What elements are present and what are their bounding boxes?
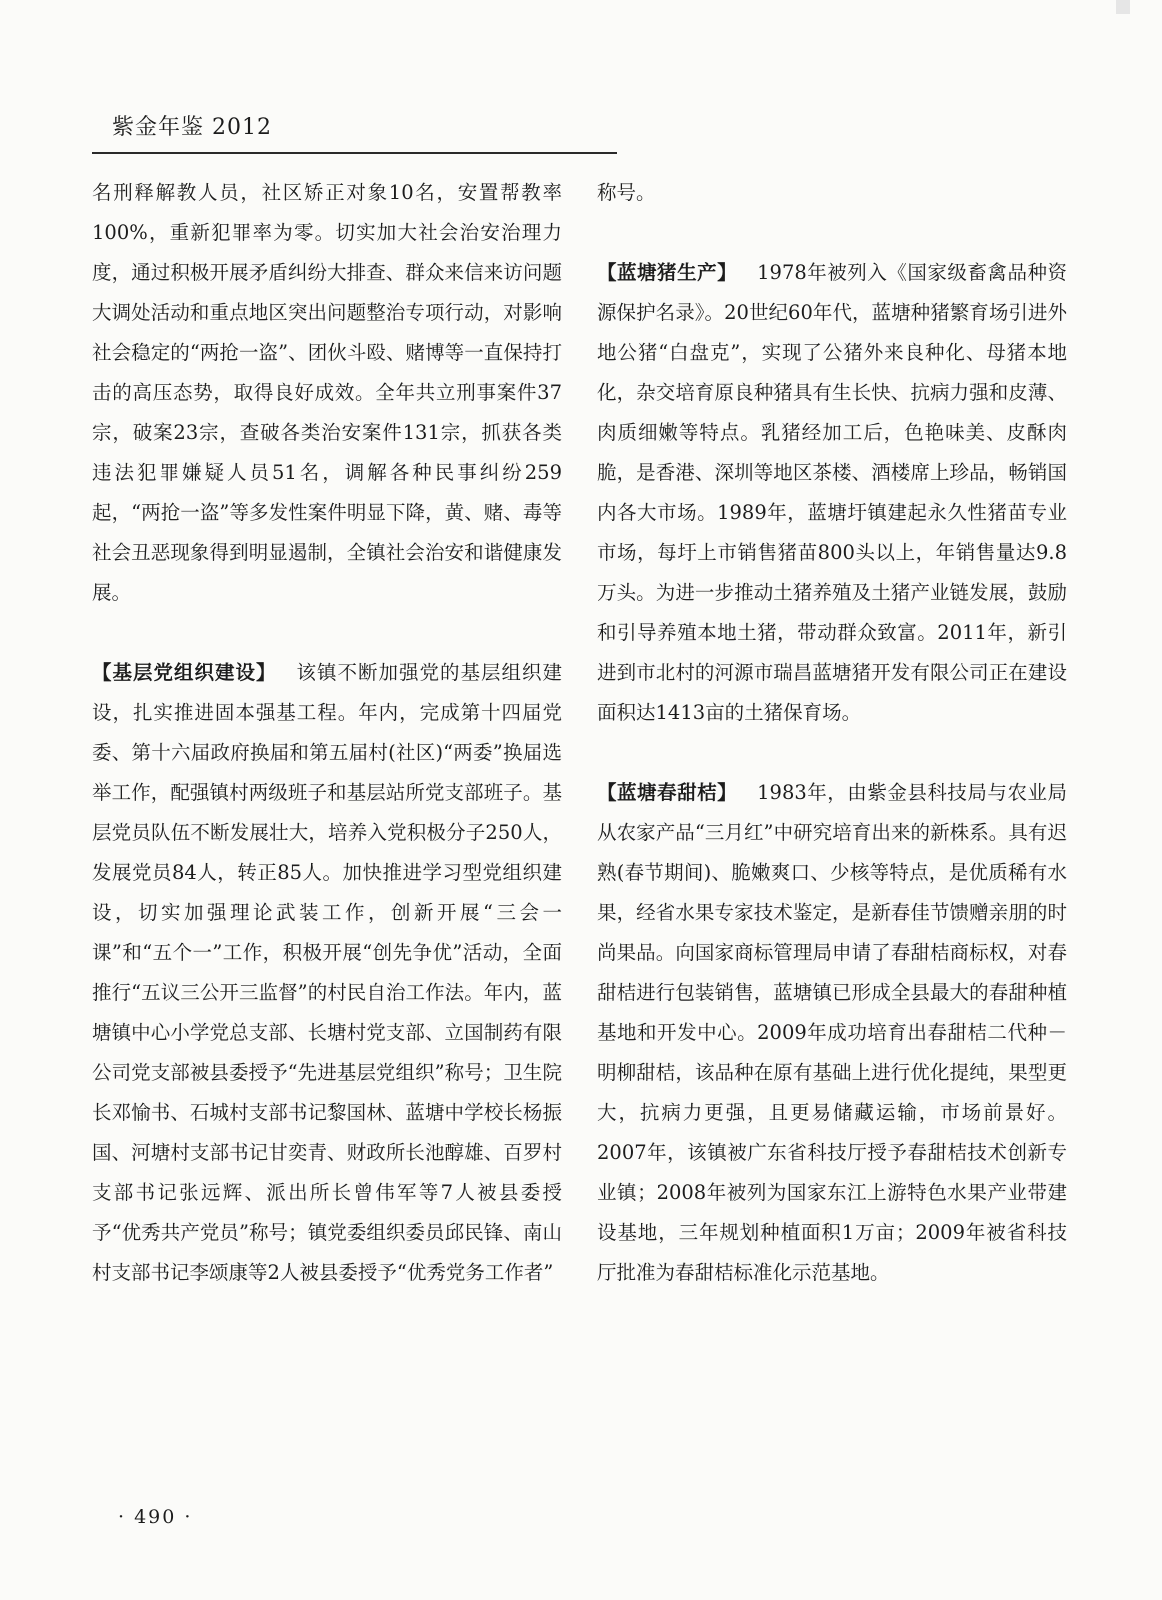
section-lantang-orange bbox=[597, 773, 1067, 1293]
scan-corner-mark bbox=[1116, 0, 1130, 14]
section-party-organization bbox=[92, 653, 562, 1293]
running-header: 紫金年鉴 2012 bbox=[112, 115, 272, 140]
section-body: 该镇不断加强党的基层组织建设，扎实推进固本强基工程。年内，完成第十四届党委、第十六届政府换届和第五届村(社区)“两委”换届选举工作，配强镇村两级班子和基层站所党支部班子。基层党员队伍不断发展壮大，培养入党积极分子250人，发展党员84人，转正85人。加快推进学习型党组织建设，切实加强理论武装工作，创新开展“三会一课”和“五个一”工作，积极开展“创先争优”活动，全面推行“五议三公开三监督”的村民自治工作法。年内，蓝塘镇中心小学党总支部、长塘村党支部、立国制药有限公司党支部被县委授予“先进基层党组织”称号；卫生院长邓愉书、石城村支部书记黎国林、蓝塘中学校长杨振国、河塘村支部书记甘奕青、财政所长池醇雄、百罗村支部书记张远辉、派出所长曾伟军等7人被县委授予“优秀共产党员”称号；镇党委组织委员邱民锋、南山村支部书记李颂康等2人被县委授予“优秀党务工作者” bbox=[92, 661, 562, 1284]
header-rule bbox=[92, 152, 617, 154]
section-body: 1978年被列入《国家级畜禽品种资源保护名录》。20世纪60年代，蓝塘种猪繁育场引进外地公猪“白盘克”，实现了公猪外来良种化、母猪本地化，杂交培育原良种猪具有生长快、抗病力强和皮薄、肉质细嫩等特点。乳猪经加工后，色艳味美、皮酥肉脆，是香港、深圳等地区茶楼、酒楼席上珍品，畅销国内各大市场。1989年，蓝塘圩镇建起永久性猪苗专业市场，每圩上市销售猪苗800头以上，年销售量达9.8万头。为进一步推动土猪养殖及土猪产业链发展，鼓励和引导养殖本地土猪，带动群众致富。2011年，新引进到市北村的河源市瑞昌蓝塘猪开发有限公司正在建设面积达1413亩的土猪保育场。 bbox=[597, 261, 1067, 724]
paragraph-social-security: 名刑释解教人员，社区矫正对象10名，安置帮教率100%，重新犯罪率为零。切实加大社会治安治理力度，通过积极开展矛盾纠纷大排查、群众来信来访问题大调处活动和重点地区突出问题整治专项行动，对影响社会稳定的“两抢一盗”、团伙斗殴、赌博等一直保持打击的高压态势，取得良好成效。全年共立刑事案件37宗，破案23宗，查破各类治安案件131宗，抓获各类违法犯罪嫌疑人员51名，调解各种民事纠纷259起，“两抢一盗”等多发性案件明显下降，黄、赌、毒等社会丑恶现象得到明显遏制，全镇社会治安和谐健康发展。 bbox=[92, 181, 562, 604]
paragraph-continuation: 称号。 bbox=[597, 181, 656, 204]
section-heading: 【蓝塘春甜桔】 bbox=[597, 781, 738, 804]
page-number: · 490 · bbox=[118, 1506, 193, 1528]
section-heading: 【基层党组织建设】 bbox=[92, 661, 277, 684]
left-column bbox=[92, 173, 562, 1293]
section-body: 1983年，由紫金县科技局与农业局从农家产品“三月红”中研究培育出来的新株系。具有迟熟(春节期间)、脆嫩爽口、少核等特点，是优质稀有水果，经省水果专家技术鉴定，是新春佳节馈赠亲朋的时尚果品。向国家商标管理局申请了春甜桔商标权，对春甜桔进行包装销售，蓝塘镇已形成全县最大的春甜种植基地和开发中心。2009年成功培育出春甜桔二代种－明柳甜桔，该品种在原有基础上进行优化提纯，果型更大，抗病力更强，且更易储藏运输，市场前景好。2007年，该镇被广东省科技厅授予春甜桔技术创新专业镇；2008年被列为国家东江上游特色水果产业带建设基地，三年规划种植面积1万亩；2009年被省科技厅批准为春甜桔标准化示范基地。 bbox=[597, 781, 1067, 1284]
section-heading: 【蓝塘猪生产】 bbox=[597, 261, 738, 284]
section-lantang-pig bbox=[597, 253, 1067, 733]
right-column bbox=[597, 173, 1067, 1293]
